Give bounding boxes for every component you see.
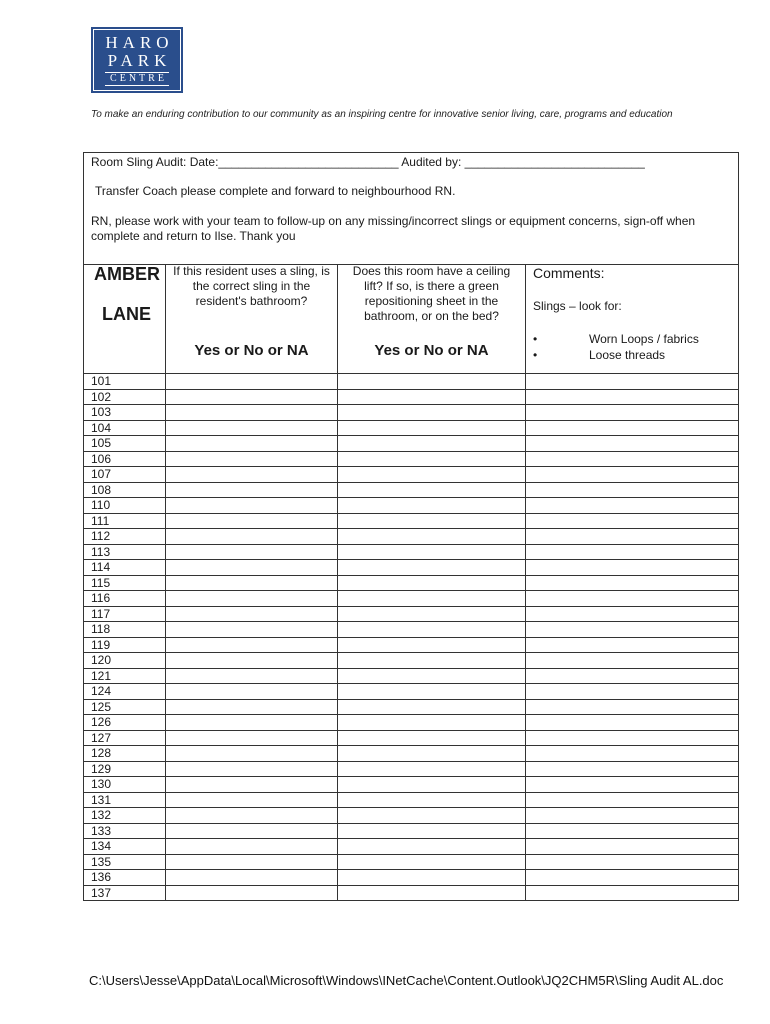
comments-cell[interactable] bbox=[526, 405, 738, 420]
sling-check-cell[interactable] bbox=[166, 638, 338, 653]
comments-cell[interactable] bbox=[526, 545, 738, 560]
room-number-cell bbox=[84, 390, 166, 405]
room-number-cell bbox=[84, 467, 166, 482]
room-number-cell bbox=[84, 824, 166, 839]
room-number-cell bbox=[84, 653, 166, 668]
room-number: 107 bbox=[91, 467, 112, 481]
table-row bbox=[84, 777, 738, 793]
sling-check-cell[interactable] bbox=[166, 405, 338, 420]
table-row bbox=[84, 374, 738, 390]
ceiling-lift-check-cell[interactable] bbox=[338, 421, 526, 436]
comments-cell[interactable] bbox=[526, 715, 738, 730]
room-number: 121 bbox=[91, 668, 112, 683]
table-row bbox=[84, 638, 738, 654]
table-row bbox=[84, 390, 738, 406]
ceiling-lift-check-cell[interactable] bbox=[338, 839, 526, 854]
room-number-cell bbox=[84, 529, 166, 544]
checklist-item-label: Worn Loops / fabrics bbox=[589, 332, 699, 346]
room-number: 129 bbox=[91, 761, 112, 776]
answer-1-options: Yes or No or NA bbox=[194, 342, 309, 359]
room-number-cell bbox=[84, 452, 166, 467]
ceiling-lift-check-cell[interactable] bbox=[338, 684, 526, 699]
sling-check-cell[interactable] bbox=[166, 622, 338, 637]
room-number: 118 bbox=[91, 622, 111, 636]
unit-name-line-1: AMBER bbox=[94, 264, 160, 284]
comments-cell[interactable] bbox=[526, 762, 738, 777]
comments-cell[interactable] bbox=[526, 529, 738, 544]
transfer-coach-instruction: Transfer Coach please complete and forward to neighbourhood RN. bbox=[95, 184, 456, 198]
room-number-cell bbox=[84, 715, 166, 730]
room-number: 135 bbox=[91, 854, 112, 869]
ceiling-lift-check-cell[interactable] bbox=[338, 808, 526, 823]
table-row bbox=[84, 839, 738, 855]
table-row bbox=[84, 808, 738, 824]
comments-cell[interactable] bbox=[526, 669, 738, 684]
table-row bbox=[84, 436, 738, 452]
logo-line-2: PARK bbox=[107, 51, 172, 70]
sling-check-cell[interactable] bbox=[166, 467, 338, 482]
comments-cell[interactable] bbox=[526, 700, 738, 715]
ceiling-lift-check-cell[interactable] bbox=[338, 452, 526, 467]
table-row bbox=[84, 855, 738, 871]
sling-check-cell[interactable] bbox=[166, 591, 338, 606]
ceiling-lift-check-cell[interactable] bbox=[338, 607, 526, 622]
question-2-header bbox=[338, 264, 526, 374]
sling-check-cell[interactable] bbox=[166, 700, 338, 715]
ceiling-lift-check-cell[interactable] bbox=[338, 762, 526, 777]
question-2-text: Does this room have a ceiling lift? If so, is there a green repositioning sheet in the bathroom, or on the bed? bbox=[352, 264, 511, 323]
sling-check-cell[interactable] bbox=[166, 746, 338, 761]
sling-check-cell[interactable] bbox=[166, 731, 338, 746]
comments-cell[interactable] bbox=[526, 591, 738, 606]
ceiling-lift-check-cell[interactable] bbox=[338, 467, 526, 482]
table-row bbox=[84, 715, 738, 731]
room-number-cell bbox=[84, 762, 166, 777]
ceiling-lift-check-cell[interactable] bbox=[338, 886, 526, 902]
room-number-cell bbox=[84, 731, 166, 746]
ceiling-lift-check-cell[interactable] bbox=[338, 777, 526, 792]
comments-checklist bbox=[533, 331, 699, 363]
sling-check-cell[interactable] bbox=[166, 390, 338, 405]
room-number: 127 bbox=[91, 730, 112, 745]
ceiling-lift-check-cell[interactable] bbox=[338, 591, 526, 606]
sling-check-cell[interactable] bbox=[166, 684, 338, 699]
table-row bbox=[84, 669, 738, 685]
room-number: 103 bbox=[91, 405, 112, 419]
table-row bbox=[84, 824, 738, 840]
room-number-cell bbox=[84, 374, 166, 389]
file-path-footer: C:\Users\Jesse\AppData\Local\Microsoft\Windows\INetCache\Content.Outlook\JQ2CHM5R\Sling Audit AL.doc bbox=[89, 973, 724, 988]
tagline: To make an enduring contribution to our community as an inspiring centre for innovative senior living, care, programs and education bbox=[91, 109, 673, 120]
ceiling-lift-check-cell[interactable] bbox=[338, 793, 526, 808]
room-number-cell bbox=[84, 622, 166, 637]
room-number: 116 bbox=[91, 591, 111, 605]
sling-check-cell[interactable] bbox=[166, 514, 338, 529]
sling-check-cell[interactable] bbox=[166, 576, 338, 591]
comments-cell[interactable] bbox=[526, 622, 738, 637]
room-number: 102 bbox=[91, 389, 112, 404]
sling-check-cell[interactable] bbox=[166, 529, 338, 544]
comments-cell[interactable] bbox=[526, 746, 738, 761]
room-number: 106 bbox=[91, 451, 112, 466]
intro-section bbox=[84, 153, 738, 265]
ceiling-lift-check-cell[interactable] bbox=[338, 855, 526, 870]
comments-cell[interactable] bbox=[526, 824, 738, 839]
unit-name-line-2: LANE bbox=[102, 304, 151, 324]
ceiling-lift-check-cell[interactable] bbox=[338, 498, 526, 513]
haro-park-logo bbox=[91, 27, 183, 93]
sling-check-cell[interactable] bbox=[166, 839, 338, 854]
comments-cell[interactable] bbox=[526, 638, 738, 653]
comments-cell[interactable] bbox=[526, 777, 738, 792]
table-row bbox=[84, 545, 738, 561]
room-number: 120 bbox=[91, 653, 112, 667]
ceiling-lift-check-cell[interactable] bbox=[338, 514, 526, 529]
ceiling-lift-check-cell[interactable] bbox=[338, 700, 526, 715]
room-number-cell bbox=[84, 483, 166, 498]
comments-cell[interactable] bbox=[526, 421, 738, 436]
ceiling-lift-check-cell[interactable] bbox=[338, 560, 526, 575]
room-number: 110 bbox=[91, 498, 111, 512]
comments-cell[interactable] bbox=[526, 436, 738, 451]
room-number-cell bbox=[84, 777, 166, 792]
comments-cell[interactable] bbox=[526, 374, 738, 389]
ceiling-lift-check-cell[interactable] bbox=[338, 715, 526, 730]
room-number-cell bbox=[84, 839, 166, 854]
room-number: 117 bbox=[91, 606, 111, 621]
comments-cell[interactable] bbox=[526, 870, 738, 885]
table-row bbox=[84, 731, 738, 747]
audit-form bbox=[83, 152, 739, 901]
sling-check-cell[interactable] bbox=[166, 824, 338, 839]
comments-cell[interactable] bbox=[526, 452, 738, 467]
room-number-cell bbox=[84, 700, 166, 715]
table-row bbox=[84, 560, 738, 576]
table-row bbox=[84, 653, 738, 669]
sling-check-cell[interactable] bbox=[166, 545, 338, 560]
room-number: 126 bbox=[91, 715, 112, 729]
table-row bbox=[84, 452, 738, 468]
sling-check-cell[interactable] bbox=[166, 808, 338, 823]
sling-check-cell[interactable] bbox=[166, 374, 338, 389]
room-number-cell bbox=[84, 793, 166, 808]
sling-check-cell[interactable] bbox=[166, 607, 338, 622]
room-number: 134 bbox=[91, 839, 112, 853]
comments-cell[interactable] bbox=[526, 467, 738, 482]
room-number: 114 bbox=[91, 560, 111, 574]
comments-cell[interactable] bbox=[526, 560, 738, 575]
ceiling-lift-check-cell[interactable] bbox=[338, 374, 526, 389]
room-number-cell bbox=[84, 684, 166, 699]
comments-cell[interactable] bbox=[526, 808, 738, 823]
comments-cell[interactable] bbox=[526, 684, 738, 699]
table-row bbox=[84, 483, 738, 499]
logo-line-3: CENTRE bbox=[105, 72, 169, 86]
room-number: 128 bbox=[91, 746, 112, 760]
question-1-text: If this resident uses a sling, is the correct sling in the resident's bathroom? bbox=[173, 264, 330, 308]
room-number-cell bbox=[84, 669, 166, 684]
room-number: 130 bbox=[91, 777, 112, 791]
room-number-cell bbox=[84, 560, 166, 575]
ceiling-lift-check-cell[interactable] bbox=[338, 653, 526, 668]
comments-cell[interactable] bbox=[526, 607, 738, 622]
ceiling-lift-check-cell[interactable] bbox=[338, 483, 526, 498]
ceiling-lift-check-cell[interactable] bbox=[338, 731, 526, 746]
table-row bbox=[84, 886, 738, 902]
room-number: 136 bbox=[91, 870, 112, 884]
sling-check-cell[interactable] bbox=[166, 669, 338, 684]
room-number: 112 bbox=[91, 529, 111, 543]
rn-instruction: RN, please work with your team to follow-up on any missing/incorrect slings or equipment concerns, sign-off when complete and return to Ilse. Thank you bbox=[91, 214, 696, 243]
room-number: 124 bbox=[91, 684, 112, 698]
comments-cell[interactable] bbox=[526, 498, 738, 513]
bullet-icon: • bbox=[533, 348, 538, 362]
comments-cell[interactable] bbox=[526, 731, 738, 746]
sling-check-cell[interactable] bbox=[166, 483, 338, 498]
room-number-cell bbox=[84, 576, 166, 591]
room-number: 137 bbox=[91, 885, 112, 900]
checklist-item-label: Loose threads bbox=[589, 348, 666, 362]
comments-subtitle: Slings – look for: bbox=[533, 299, 622, 313]
sling-check-cell[interactable] bbox=[166, 855, 338, 870]
room-number: 108 bbox=[91, 482, 112, 497]
room-number-cell bbox=[84, 870, 166, 885]
table-row bbox=[84, 607, 738, 623]
ceiling-lift-check-cell[interactable] bbox=[338, 576, 526, 591]
room-number: 132 bbox=[91, 808, 112, 822]
table-row bbox=[84, 467, 738, 483]
room-number-cell bbox=[84, 808, 166, 823]
ceiling-lift-check-cell[interactable] bbox=[338, 622, 526, 637]
comments-cell[interactable] bbox=[526, 653, 738, 668]
room-number-cell bbox=[84, 498, 166, 513]
table-row bbox=[84, 870, 738, 886]
sling-check-cell[interactable] bbox=[166, 436, 338, 451]
room-number-cell bbox=[84, 886, 166, 902]
table-row bbox=[84, 762, 738, 778]
ceiling-lift-check-cell[interactable] bbox=[338, 529, 526, 544]
comments-cell[interactable] bbox=[526, 483, 738, 498]
table-row bbox=[84, 622, 738, 638]
ceiling-lift-check-cell[interactable] bbox=[338, 824, 526, 839]
room-number-cell bbox=[84, 405, 166, 420]
question-1-header bbox=[166, 264, 338, 374]
ceiling-lift-check-cell[interactable] bbox=[338, 545, 526, 560]
sling-check-cell[interactable] bbox=[166, 498, 338, 513]
room-number: 115 bbox=[91, 575, 111, 590]
comments-cell[interactable] bbox=[526, 390, 738, 405]
room-rows bbox=[84, 374, 738, 901]
comments-cell[interactable] bbox=[526, 576, 738, 591]
room-number: 125 bbox=[91, 699, 112, 714]
table-row bbox=[84, 684, 738, 700]
answer-2-options: Yes or No or NA bbox=[374, 342, 489, 359]
room-number-cell bbox=[84, 607, 166, 622]
room-number-cell bbox=[84, 421, 166, 436]
table-row bbox=[84, 514, 738, 530]
list-item bbox=[533, 347, 699, 363]
room-number: 131 bbox=[91, 792, 112, 807]
room-number-cell bbox=[84, 746, 166, 761]
room-number: 133 bbox=[91, 823, 112, 838]
sling-check-cell[interactable] bbox=[166, 421, 338, 436]
sling-check-cell[interactable] bbox=[166, 762, 338, 777]
unit-header bbox=[84, 264, 166, 374]
ceiling-lift-check-cell[interactable] bbox=[338, 638, 526, 653]
table-row bbox=[84, 498, 738, 514]
ceiling-lift-check-cell[interactable] bbox=[338, 746, 526, 761]
bullet-icon: • bbox=[533, 332, 538, 346]
comments-title: Comments: bbox=[533, 265, 605, 281]
ceiling-lift-check-cell[interactable] bbox=[338, 870, 526, 885]
comments-cell[interactable] bbox=[526, 886, 738, 902]
table-row bbox=[84, 746, 738, 762]
ceiling-lift-check-cell[interactable] bbox=[338, 436, 526, 451]
room-number-cell bbox=[84, 436, 166, 451]
date-auditor-line: Room Sling Audit: Date:___________________________ Audited by: ___________________________ bbox=[91, 155, 645, 169]
sling-check-cell[interactable] bbox=[166, 452, 338, 467]
table-row bbox=[84, 591, 738, 607]
table-row bbox=[84, 529, 738, 545]
ceiling-lift-check-cell[interactable] bbox=[338, 669, 526, 684]
room-number-cell bbox=[84, 638, 166, 653]
table-row bbox=[84, 405, 738, 421]
room-number-cell bbox=[84, 855, 166, 870]
ceiling-lift-check-cell[interactable] bbox=[338, 390, 526, 405]
table-row bbox=[84, 793, 738, 809]
room-number-cell bbox=[84, 514, 166, 529]
sling-check-cell[interactable] bbox=[166, 870, 338, 885]
ceiling-lift-check-cell[interactable] bbox=[338, 405, 526, 420]
room-number: 119 bbox=[91, 637, 111, 652]
sling-check-cell[interactable] bbox=[166, 653, 338, 668]
comments-cell[interactable] bbox=[526, 514, 738, 529]
table-row bbox=[84, 576, 738, 592]
sling-check-cell[interactable] bbox=[166, 886, 338, 902]
room-number: 101 bbox=[91, 374, 112, 388]
sling-check-cell[interactable] bbox=[166, 715, 338, 730]
room-number: 111 bbox=[91, 513, 110, 528]
sling-check-cell[interactable] bbox=[166, 560, 338, 575]
room-number-cell bbox=[84, 545, 166, 560]
table-row bbox=[84, 700, 738, 716]
room-number: 113 bbox=[91, 544, 111, 559]
room-number: 105 bbox=[91, 436, 112, 450]
room-number: 104 bbox=[91, 420, 112, 435]
room-number-cell bbox=[84, 591, 166, 606]
logo-line-1: HARO bbox=[105, 33, 174, 52]
comments-cell[interactable] bbox=[526, 855, 738, 870]
sling-check-cell[interactable] bbox=[166, 793, 338, 808]
table-row bbox=[84, 421, 738, 437]
comments-cell[interactable] bbox=[526, 793, 738, 808]
comments-cell[interactable] bbox=[526, 839, 738, 854]
sling-check-cell[interactable] bbox=[166, 777, 338, 792]
comments-header bbox=[526, 264, 738, 374]
list-item bbox=[533, 331, 699, 347]
